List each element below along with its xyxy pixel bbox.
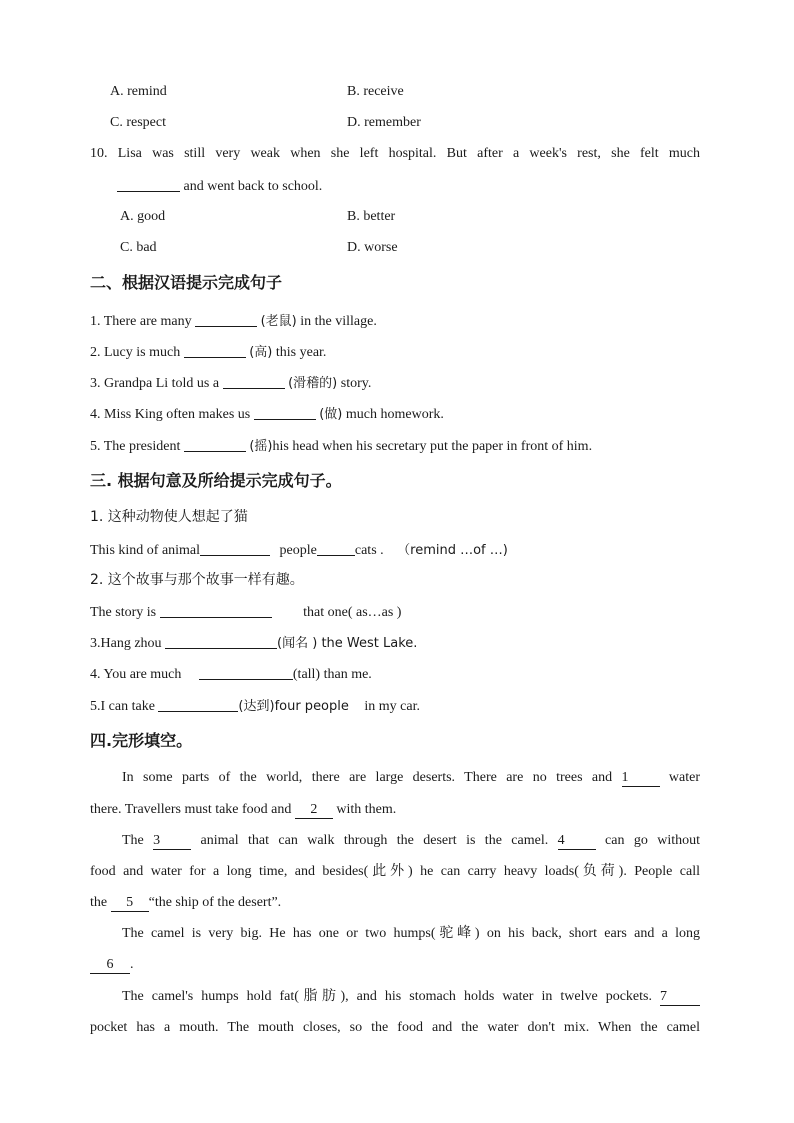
- answer-blank[interactable]: [184, 343, 246, 358]
- q9-option-d: D. remember: [347, 115, 421, 130]
- section3-q1-english: This kind of animal people cats . （remind …of …): [90, 543, 508, 558]
- section2-item-2: 2. Lucy is much (高) this year.: [90, 345, 327, 360]
- q10-option-c: C. bad: [120, 240, 157, 255]
- q10-question-line1: [90, 145, 700, 163]
- q10-option-b: B. better: [347, 209, 396, 224]
- q10-question-line2: and went back to school.: [117, 177, 322, 196]
- section2-item-3: 3. Grandpa Li told us a (滑稽的) story.: [90, 376, 372, 391]
- answer-blank[interactable]: [199, 665, 293, 680]
- section3-title: 三. 根据句意及所给提示完成句子。: [90, 471, 342, 490]
- cloze-paragraph4-line1: The camel's humps hold fat(脂肪), and his stomach holds water in twelve pockets. 7: [122, 988, 700, 1006]
- q9-option-a: A. remind: [110, 84, 167, 99]
- answer-blank[interactable]: [200, 541, 270, 556]
- section2-item-4: 4. Miss King often makes us (做) much homework.: [90, 407, 444, 422]
- section3-q2-chinese: 2. 这个故事与那个故事一样有趣。: [90, 572, 304, 588]
- cloze-paragraph1-line2: there. Travellers must take food and 2 with them.: [90, 802, 397, 817]
- answer-blank[interactable]: [223, 374, 285, 389]
- q10-option-a: A. good: [120, 209, 166, 224]
- q9-option-b: B. receive: [347, 84, 404, 99]
- cloze-paragraph1-line1: In some parts of the world, there are large deserts. There are no trees and 1 water: [122, 770, 700, 785]
- q9-option-c: C. respect: [110, 115, 166, 130]
- answer-blank[interactable]: [184, 437, 246, 452]
- answer-blank[interactable]: [254, 405, 316, 420]
- cloze-blank-4[interactable]: 4: [558, 833, 596, 850]
- q10-option-d: D. worse: [347, 240, 398, 255]
- q10-number: 10.: [90, 146, 108, 161]
- section3-q1-chinese: 1. 这种动物使人想起了猫: [90, 509, 248, 525]
- answer-blank[interactable]: [317, 541, 355, 556]
- section2-item-1: 1. There are many (老鼠) in the village.: [90, 314, 377, 329]
- cloze-paragraph2-line1: The 3 animal that can walk through the desert is the camel. 4 can go without: [122, 833, 700, 848]
- cloze-paragraph3-line1: The camel is very big. He has one or two humps(驼峰) on his back, short ears and a long: [122, 926, 700, 941]
- cloze-blank-2[interactable]: 2: [295, 802, 333, 819]
- section3-q3: 3.Hang zhou (闻名 ) the West Lake.: [90, 636, 418, 651]
- section3-q2-english: The story is that one( as…as ): [90, 605, 402, 620]
- answer-blank[interactable]: [160, 603, 272, 618]
- cloze-paragraph4-line2: pocket has a mouth. The mouth closes, so the food and the water don't mix. When the camel: [90, 1020, 700, 1035]
- section3-q5: 5.I can take (达到)four people in my car.: [90, 699, 420, 714]
- section2-title: 二、根据汉语提示完成句子: [90, 273, 283, 292]
- answer-blank[interactable]: [158, 697, 238, 712]
- cloze-blank-5[interactable]: 5: [111, 895, 149, 912]
- answer-blank[interactable]: [195, 312, 257, 327]
- section2-item-5: 5. The president (摇)his head when his secretary put the paper in front of him.: [90, 439, 593, 454]
- cloze-blank-6[interactable]: 6: [90, 957, 130, 974]
- cloze-paragraph2-line2: food and water for a long time, and besides(此外) he can carry heavy loads(负荷). People call: [90, 864, 700, 879]
- cloze-paragraph2-line3: the 5 “the ship of the desert”.: [90, 895, 282, 910]
- section3-q4: 4. You are much (tall) than me.: [90, 667, 372, 682]
- answer-blank[interactable]: [165, 634, 277, 649]
- q10-text: Lisa was still very weak when she left hospital. But after a week's rest, she felt much: [117, 146, 701, 161]
- answer-blank[interactable]: [117, 177, 180, 192]
- cloze-blank-3[interactable]: 3: [153, 833, 191, 850]
- cloze-blank-7[interactable]: 7: [660, 989, 700, 1006]
- cloze-blank-1[interactable]: 1: [622, 770, 660, 787]
- cloze-paragraph3-line2: 6 .: [90, 956, 134, 974]
- section4-title: 四.完形填空。: [90, 731, 193, 750]
